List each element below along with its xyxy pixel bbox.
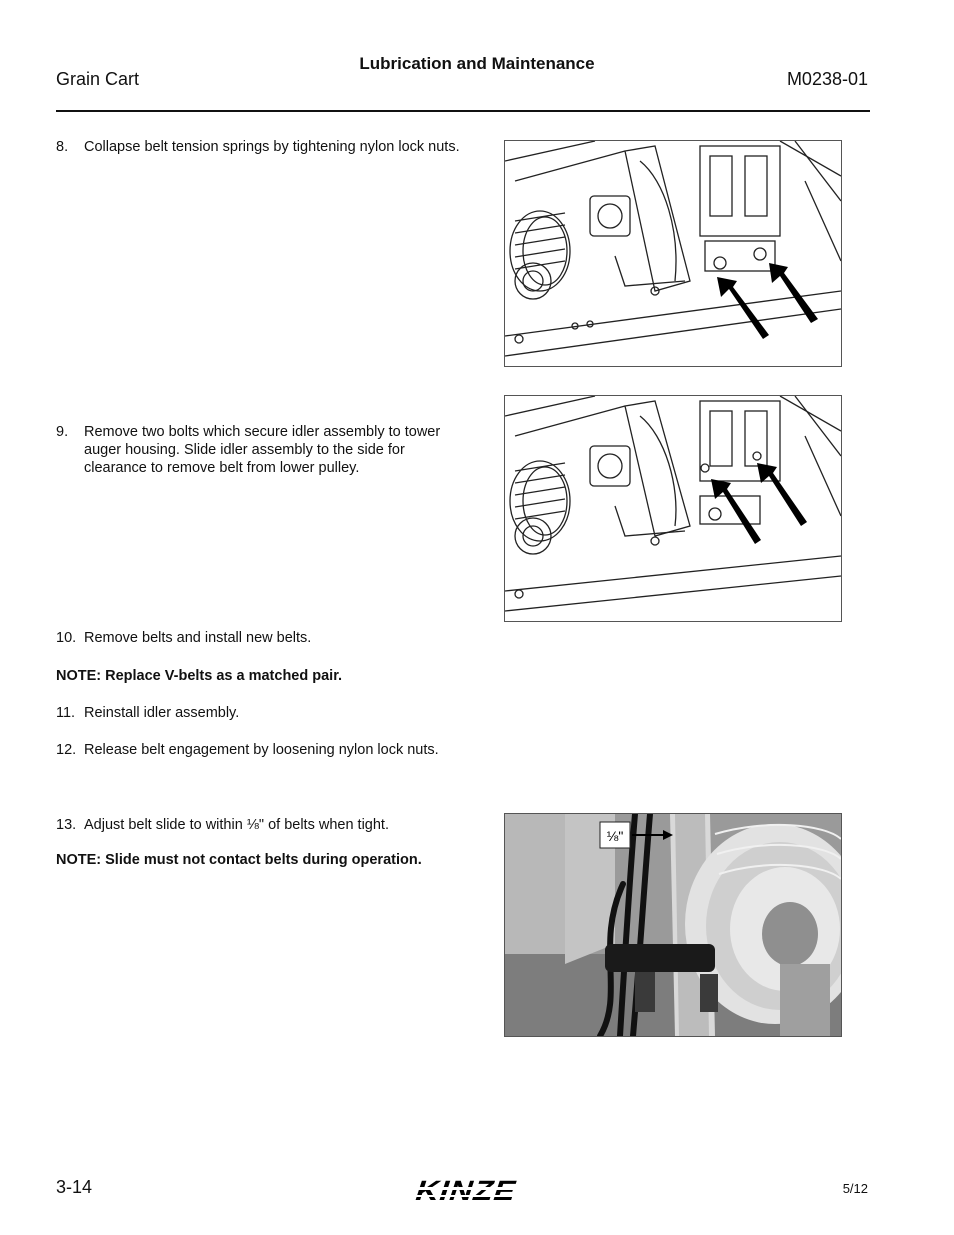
step-number: 12. (56, 742, 77, 758)
idler-assembly-drawing (505, 396, 841, 621)
step-11 (56, 704, 496, 722)
step-number: 8. (56, 139, 69, 155)
kinze-logo-icon (404, 1174, 524, 1206)
section-title: Lubrication and Maintenance (359, 54, 595, 73)
revision-date: 5/12 (842, 1181, 868, 1196)
note-slide-contact: NOTE: Slide must not contact belts during operation. (56, 852, 422, 868)
document-number: M0238-01 (786, 69, 868, 89)
step-text: Collapse belt tension springs by tightening nylon lock nuts. (84, 139, 460, 155)
step-text: Reinstall idler assembly. (84, 705, 240, 721)
svg-text:KINZE: KINZE (411, 1175, 511, 1206)
header-rule (56, 110, 870, 112)
step-12 (56, 741, 496, 759)
step-13 (56, 816, 496, 834)
belt-tension-drawing (505, 141, 841, 366)
step-text: Remove belts and install new belts. (84, 630, 312, 646)
figure-belt-slide (504, 813, 842, 1037)
step-10 (56, 629, 496, 647)
step-number: 9. (56, 424, 69, 440)
step-8 (56, 138, 496, 156)
step-text: Adjust belt slide to within ⅛" of belts when tight. (84, 817, 389, 833)
product-name: Grain Cart (56, 69, 140, 89)
gap-callout: ⅛" (606, 828, 624, 844)
step-number: 11. (56, 705, 76, 721)
figure-belt-tension-springs (504, 140, 842, 367)
brand-logo (404, 1174, 524, 1206)
step-number: 10. (56, 630, 77, 646)
step-text: Release belt engagement by loosening nylon lock nuts. (84, 742, 439, 758)
step-number: 13. (56, 817, 77, 833)
note-matched-pair: NOTE: Replace V-belts as a matched pair. (56, 668, 343, 684)
step-9 (56, 423, 456, 477)
belt-slide-photo (505, 814, 841, 1036)
figure-idler-assembly (504, 395, 842, 622)
page-number: 3-14 (56, 1177, 93, 1197)
step-text: Remove two bolts which secure idler assembly to tower auger housing. Slide idler assembly to the side for clearance to remove belt from lower pulley. (84, 424, 441, 476)
